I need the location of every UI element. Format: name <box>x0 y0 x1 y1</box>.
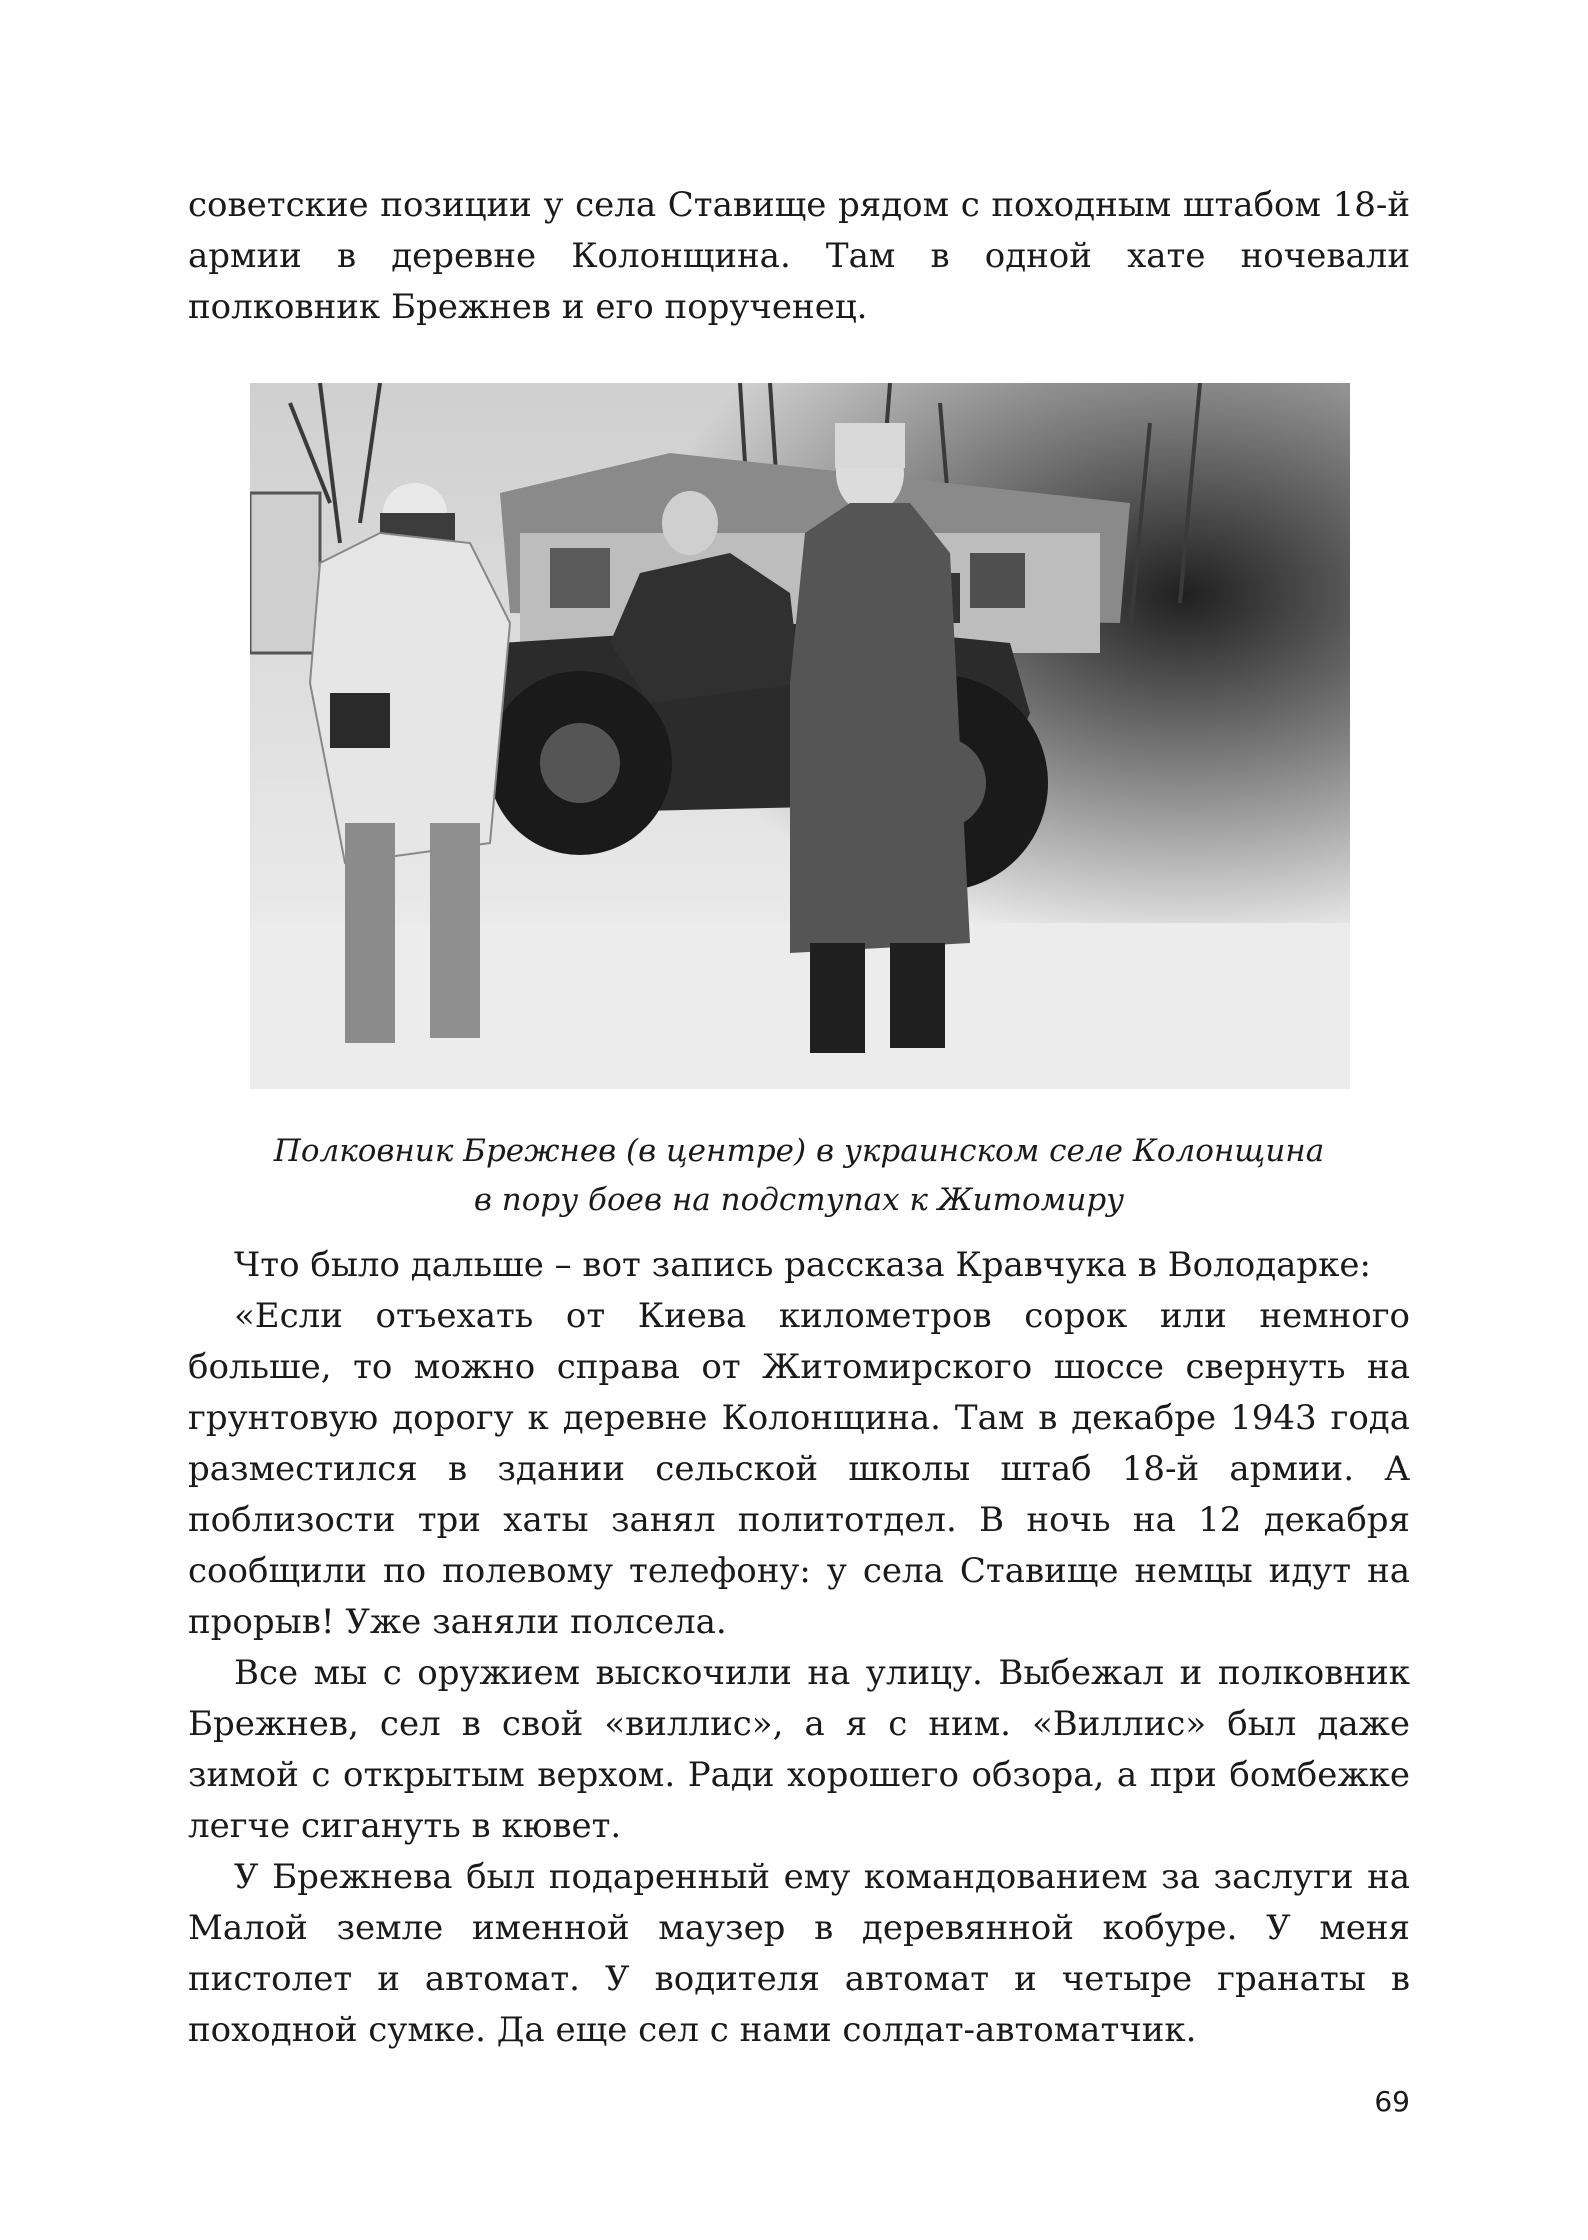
photograph <box>250 383 1350 1089</box>
body-text <box>188 1240 1410 2056</box>
caption-line-2: в пору боев на подступах к Житомиру <box>473 1182 1125 1218</box>
paragraph-continued: советские позиции у села Ставище рядом с походным штабом 18-й армии в деревне Колонщина. Там в одной хате ночевали полковник Брежнев и его порученец. <box>188 185 1410 327</box>
top-paragraph <box>188 180 1410 333</box>
paragraph: У Брежнева был подаренный ему командованием за заслуги на Малой земле именной маузер в деревянной кобуре. У меня пистолет и автомат. У водителя автомат и четыре гранаты в походной сумке. Да еще сел с нами солдат-автоматчик. <box>188 1857 1410 2050</box>
page-number: 69 <box>1374 2085 1410 2118</box>
paragraph: Что было дальше – вот запись рассказа Кравчука в Володарке: <box>234 1245 1371 1285</box>
photo-brezhnev-willys <box>250 383 1350 1089</box>
photo-caption <box>188 1127 1410 1225</box>
caption-line-1: Полковник Брежнев (в центре) в украинском селе Колонщина <box>273 1133 1325 1169</box>
paragraph: «Если отъехать от Киева километров сорок или немного больше, то можно справа от Житомирского шоссе свернуть на грунтовую дорогу к деревне Колонщина. Там в декабре 1943 года разместился в здании сельской школы штаб 18-й армии. А поблизости три хаты занял политотдел. В ночь на 12 декабря сообщили по полевому телефону: у села Ставище немцы идут на прорыв! Уже заняли полсела. <box>188 1296 1410 1642</box>
paragraph: Все мы с оружием выскочили на улицу. Выбежал и полковник Брежнев, сел в свой «виллис», а я с ним. «Виллис» был даже зимой с открытым верхом. Ради хорошего обзора, а при бомбежке легче сигануть в кювет. <box>188 1653 1410 1846</box>
